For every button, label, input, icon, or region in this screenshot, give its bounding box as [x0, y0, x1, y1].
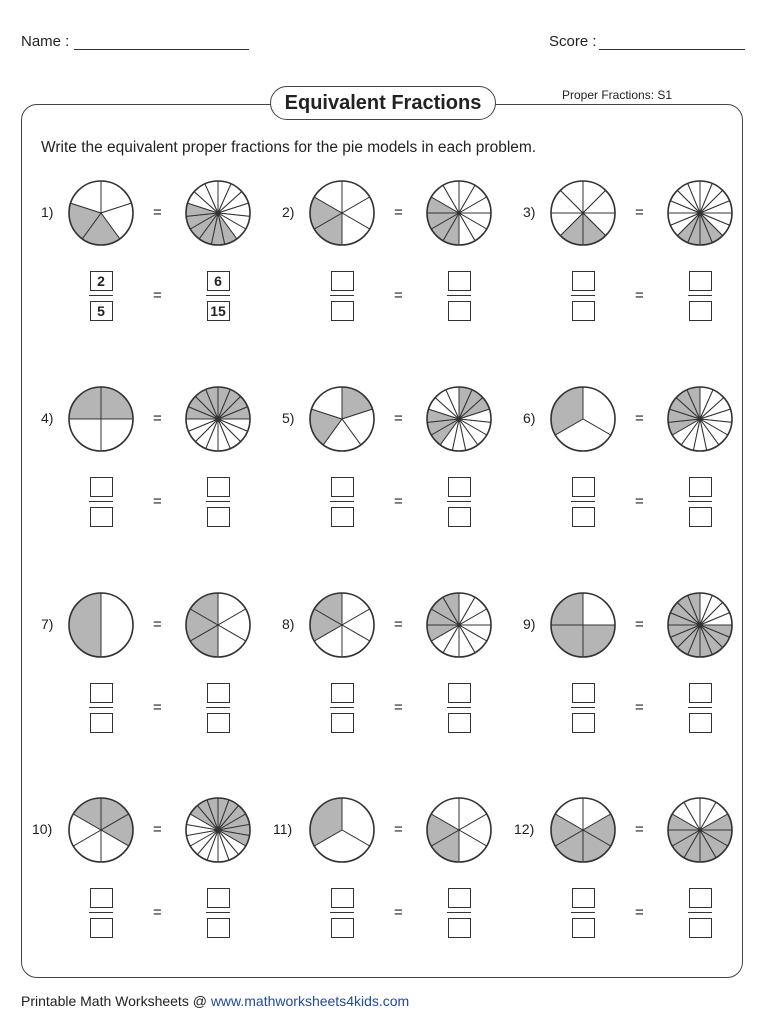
numerator-box[interactable]	[331, 477, 354, 497]
numerator-box[interactable]	[207, 683, 230, 703]
footer	[21, 993, 409, 1009]
denominator-box[interactable]	[572, 301, 595, 321]
fraction-bar	[571, 912, 595, 913]
pie-model-right	[666, 179, 734, 247]
pie-model-left	[549, 591, 617, 659]
denominator-box[interactable]	[572, 918, 595, 938]
numerator-box[interactable]	[331, 271, 354, 291]
pie-model-right	[666, 385, 734, 453]
equals-sign: =	[153, 410, 162, 427]
pie-model-right	[666, 796, 734, 864]
problem-number: 5)	[282, 410, 295, 426]
numerator-box[interactable]	[331, 888, 354, 908]
pie-model-right	[184, 179, 252, 247]
numerator-box[interactable]	[448, 683, 471, 703]
fraction-bar	[206, 912, 230, 913]
equals-sign: =	[635, 699, 644, 716]
denominator-box[interactable]: 5	[90, 301, 113, 321]
denominator-box[interactable]: 15	[207, 301, 230, 321]
denominator-box[interactable]	[207, 918, 230, 938]
equals-sign: =	[394, 204, 403, 221]
numerator-box[interactable]	[689, 888, 712, 908]
pie-model-right	[184, 591, 252, 659]
fraction-bar	[330, 501, 354, 502]
fraction-bar	[447, 707, 471, 708]
fraction-bar	[206, 501, 230, 502]
denominator-box[interactable]	[448, 301, 471, 321]
instructions: Write the equivalent proper fractions for the pie models in each problem.	[41, 139, 537, 156]
problem-number: 6)	[523, 410, 536, 426]
pie-model-left	[67, 591, 135, 659]
denominator-box[interactable]	[207, 713, 230, 733]
pie-model-left	[308, 591, 376, 659]
numerator-box[interactable]	[331, 683, 354, 703]
fraction-bar	[571, 707, 595, 708]
equals-sign: =	[153, 287, 162, 304]
worksheet-subtitle: Proper Fractions: S1	[562, 88, 673, 102]
numerator-box[interactable]	[572, 271, 595, 291]
worksheet-title: Equivalent Fractions	[270, 86, 496, 120]
equals-sign: =	[635, 493, 644, 510]
equals-sign: =	[635, 204, 644, 221]
denominator-box[interactable]	[331, 507, 354, 527]
equals-sign: =	[153, 821, 162, 838]
pie-model-right	[425, 796, 493, 864]
problem-number: 4)	[41, 410, 54, 426]
equals-sign: =	[635, 287, 644, 304]
pie-model-left	[549, 385, 617, 453]
fraction-bar	[330, 295, 354, 296]
pie-model-left	[67, 179, 135, 247]
fraction-bar	[571, 295, 595, 296]
denominator-box[interactable]	[331, 301, 354, 321]
fraction-bar	[206, 707, 230, 708]
fraction-bar	[447, 295, 471, 296]
fraction-bar	[571, 501, 595, 502]
numerator-box[interactable]	[689, 683, 712, 703]
problem-number: 10)	[32, 821, 53, 837]
fraction-bar	[330, 707, 354, 708]
fraction-bar	[688, 707, 712, 708]
equals-sign: =	[394, 904, 403, 921]
equals-sign: =	[394, 493, 403, 510]
equals-sign: =	[153, 616, 162, 633]
shaded-sector	[69, 593, 101, 657]
equals-sign: =	[394, 821, 403, 838]
pie-model-left	[549, 796, 617, 864]
numerator-box[interactable]	[207, 477, 230, 497]
unshaded-sector	[101, 593, 133, 657]
fraction-bar	[688, 295, 712, 296]
numerator-box[interactable]	[90, 888, 113, 908]
footer-prefix: Printable Math Worksheets @	[21, 993, 211, 1009]
footer-link[interactable]: www.mathworksheets4kids.com	[210, 993, 410, 1009]
equals-sign: =	[394, 616, 403, 633]
score-label: Score :	[549, 33, 597, 50]
numerator-box[interactable]	[448, 271, 471, 291]
numerator-box[interactable]: 6	[207, 271, 230, 291]
numerator-box[interactable]	[689, 477, 712, 497]
pie-model-left	[67, 796, 135, 864]
equals-sign: =	[394, 287, 403, 304]
fraction-bar	[688, 912, 712, 913]
fraction-bar	[89, 501, 113, 502]
pie-model-right	[425, 385, 493, 453]
pie-model-left	[67, 385, 135, 453]
fraction-bar	[206, 295, 230, 296]
problem-number: 8)	[282, 616, 295, 632]
equals-sign: =	[635, 821, 644, 838]
equals-sign: =	[635, 904, 644, 921]
fraction-bar	[447, 912, 471, 913]
pie-model-right	[184, 385, 252, 453]
numerator-box[interactable]	[90, 477, 113, 497]
denominator-box[interactable]	[689, 507, 712, 527]
pie-model-right	[425, 591, 493, 659]
equals-sign: =	[153, 204, 162, 221]
problem-number: 7)	[41, 616, 54, 632]
equals-sign: =	[153, 904, 162, 921]
denominator-box[interactable]	[207, 507, 230, 527]
problem-number: 3)	[523, 204, 536, 220]
fraction-bar	[688, 501, 712, 502]
pie-model-left	[308, 179, 376, 247]
numerator-box[interactable]	[448, 477, 471, 497]
denominator-box[interactable]	[448, 507, 471, 527]
numerator-box[interactable]	[572, 683, 595, 703]
numerator-box[interactable]	[572, 477, 595, 497]
numerator-box[interactable]	[689, 271, 712, 291]
denominator-box[interactable]	[689, 301, 712, 321]
denominator-box[interactable]	[90, 918, 113, 938]
equals-sign: =	[153, 699, 162, 716]
equals-sign: =	[394, 410, 403, 427]
fraction-bar	[89, 295, 113, 296]
problem-number: 1)	[41, 204, 54, 220]
numerator-box[interactable]: 2	[90, 271, 113, 291]
denominator-box[interactable]	[331, 713, 354, 733]
numerator-box[interactable]	[90, 683, 113, 703]
problem-number: 9)	[523, 616, 536, 632]
denominator-box[interactable]	[90, 713, 113, 733]
pie-model-right	[666, 591, 734, 659]
problem-number: 12)	[514, 821, 535, 837]
problem-number: 11)	[273, 821, 293, 837]
pie-model-left	[308, 385, 376, 453]
pie-model-right	[184, 796, 252, 864]
denominator-box[interactable]	[448, 713, 471, 733]
pie-model-left	[549, 179, 617, 247]
numerator-box[interactable]	[207, 888, 230, 908]
equals-sign: =	[153, 493, 162, 510]
fraction-bar	[89, 707, 113, 708]
fraction-bar	[447, 501, 471, 502]
numerator-box[interactable]	[448, 888, 471, 908]
fraction-bar	[89, 912, 113, 913]
pie-model-left	[308, 796, 376, 864]
denominator-box[interactable]	[331, 918, 354, 938]
name-label: Name :	[21, 33, 70, 50]
pie-model-right	[425, 179, 493, 247]
problem-number: 2)	[282, 204, 295, 220]
denominator-box[interactable]	[572, 507, 595, 527]
denominator-box[interactable]	[689, 713, 712, 733]
denominator-box[interactable]	[689, 918, 712, 938]
fraction-bar	[330, 912, 354, 913]
denominator-box[interactable]	[572, 713, 595, 733]
equals-sign: =	[394, 699, 403, 716]
denominator-box[interactable]	[448, 918, 471, 938]
equals-sign: =	[635, 616, 644, 633]
equals-sign: =	[635, 410, 644, 427]
denominator-box[interactable]	[90, 507, 113, 527]
numerator-box[interactable]	[572, 888, 595, 908]
